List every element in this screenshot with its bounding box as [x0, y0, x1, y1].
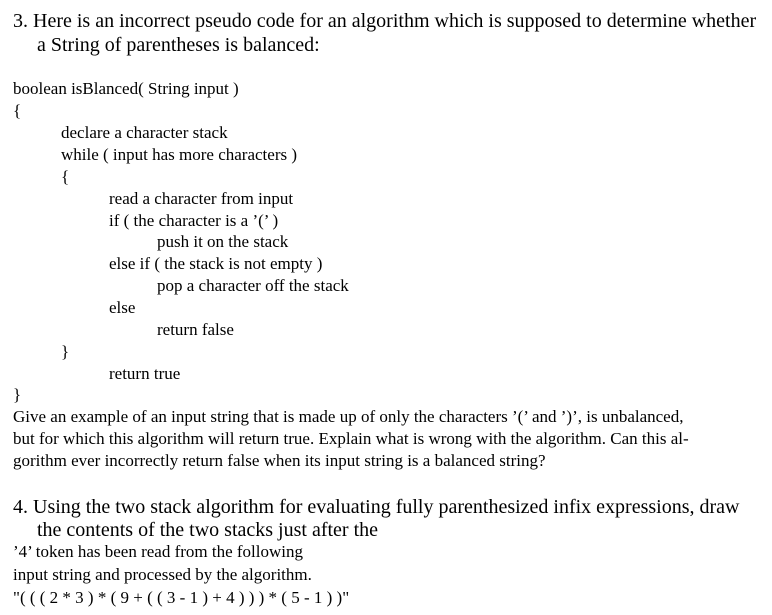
q3-heading-line2: a String of parentheses is balanced: — [37, 34, 320, 56]
code-line: declare a character stack — [61, 123, 228, 142]
code-line: if ( the character is a ’(’ ) — [109, 211, 279, 230]
q4-body-line: input string and processed by the algorithm. — [13, 565, 312, 584]
code-line: } — [61, 342, 70, 361]
q3-heading-line1: 3. Here is an incorrect pseudo code for an algorithm which is supposed to determine whether — [13, 10, 757, 32]
code-line: return true — [109, 364, 181, 383]
code-line: } — [13, 385, 22, 404]
q4-body-line: ’4’ token has been read from the following — [13, 542, 304, 561]
q4-heading-line2: the contents of the two stacks just after the — [37, 519, 379, 541]
q4-expression: "( ( ( 2 * 3 ) * ( 9 + ( ( 3 - 1 ) + 4 ) ) ) * ( 5 - 1 ) )" — [13, 588, 350, 607]
q3-question-line: Give an example of an input string that is made up of only the characters ’(’ and ’)’, is unbalanced, — [13, 407, 684, 426]
code-line: boolean isBlanced( String input ) — [13, 79, 239, 98]
code-line: while ( input has more characters ) — [61, 145, 298, 164]
code-line: pop a character off the stack — [157, 276, 349, 295]
code-line: read a character from input — [109, 189, 294, 208]
q3-question-line: but for which this algorithm will return true. Explain what is wrong with the algorithm. Can this al- — [13, 429, 689, 448]
code-line: else — [109, 298, 136, 317]
q4-heading-line1: 4. Using the two stack algorithm for evaluating fully parenthesized infix expressions, draw — [13, 496, 740, 518]
code-line: return false — [157, 320, 234, 339]
q3-question-line: gorithm ever incorrectly return false when its input string is a balanced string? — [13, 451, 546, 470]
code-line: { — [13, 101, 22, 120]
code-line: else if ( the stack is not empty ) — [109, 254, 323, 273]
code-line: { — [61, 167, 70, 186]
code-line: push it on the stack — [157, 232, 289, 251]
